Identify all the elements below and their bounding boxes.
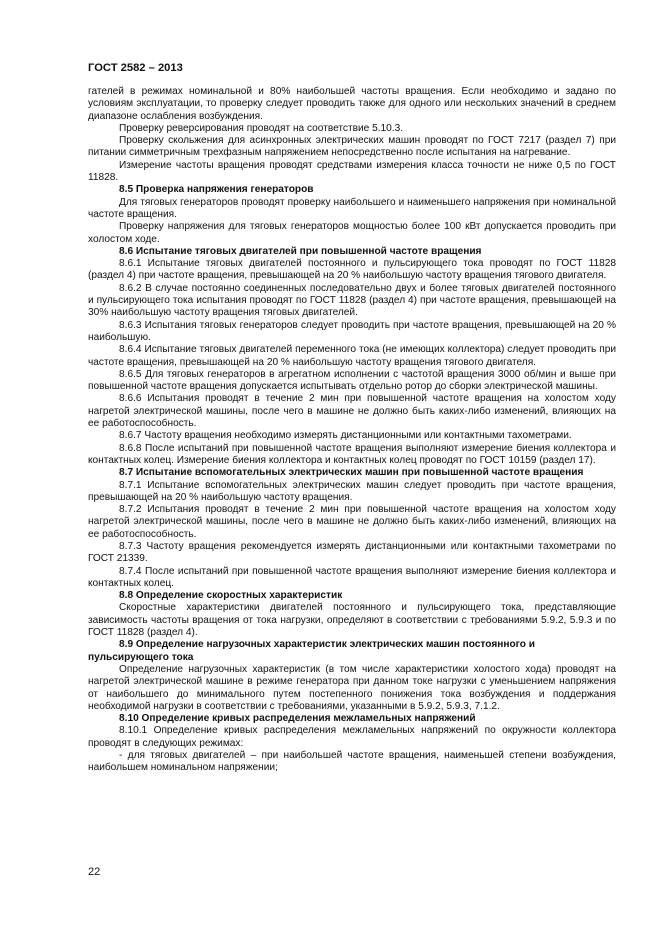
paragraph: Для тяговых генераторов проводят проверку наибольшего и наименьшего напряжения при номинальной частоте вращения.	[88, 196, 616, 220]
section-heading: 8.5 Проверка напряжения генераторов	[119, 184, 314, 196]
paragraph: - для тяговых двигателей – при наибольшей частоте вращения, наименьшей степени возбуждения, наибольшем номинальном напряжении;	[88, 750, 616, 774]
paragraph: 8.7.1 Испытание вспомогательных электрических машин следует проводить при частоте вращения, превышающей на 20 % наибольшую частоту вращения.	[88, 479, 616, 503]
paragraph: 8.6.3 Испытания тяговых генераторов следует проводить при частоте вращения, превышающей на 20 % наибольшую.	[88, 319, 616, 343]
paragraph: 8.6.5 Для тяговых генераторов в агрегатном исполнении с частотой вращения 3000 об/мин и выше при повышенной частоте вращения допускается испытывать отдельно ротор до сборки электрической машины.	[88, 368, 616, 393]
paragraph: 8.6.2 В случае постоянно соединенных последовательно двух и более тяговых двигателей постоянного и пульсирующего тока испытания проводят по ГОСТ 11828 (раздел 4) при частоте вращения, превышающей на 30% наибольшую частоту вращения тяговых двигателей.	[88, 282, 616, 319]
paragraph: 8.7.2 Испытания проводят в течение 2 мин при повышенной частоте вращения на холостом ходу нагретой электрической машины, после чего в машине не должно быть каких-либо изменений, влияющих на ее работоспособность.	[88, 504, 616, 540]
section-heading: 8.8 Определение скоростных характеристик	[119, 590, 343, 602]
paragraph: 8.6.7 Частоту вращения необходимо измерять дистанционными или контактными тахометрами.	[119, 430, 572, 442]
paragraph: 8.6.1 Испытание тяговых двигателей постоянного и пульсирующего тока проводят по ГОСТ 11828 (раздел 4) при частоте вращения, превышающей на 20 % наибольшую частоту вращения тягового двигателя.	[88, 258, 616, 282]
paragraph: 8.6.6 Испытания проводят в течение 2 мин при повышенной частоте вращения на холостом ходу нагретой электрической машины, после чего в машине не должно быть каких-либо изменений, влияющих на ее работоспособность.	[88, 393, 616, 430]
section-heading: 8.10 Определение кривых распределения межламельных напряжений	[119, 713, 476, 725]
paragraph: 8.6.8 После испытаний при повышенной частоте вращения выполняют измерение биения коллектора и контактных колец. Измерение биения коллектора и контактных колец проводят по ГОСТ 10159 (раздел 17).	[88, 442, 616, 466]
paragraph: 8.7.4 После испытаний при повышенной частоте вращения выполняют измерение биения коллектора и контактных колец.	[88, 565, 616, 589]
section-heading: 8.6 Испытание тяговых двигателей при повышенной частоте вращения	[119, 245, 482, 257]
paragraph: Определение нагрузочных характеристик (в том числе характеристики холостого хода) проводят на нагретой электрической машине в режиме генератора при данном токе нагрузки с уменьшением напряжения от наибольшего до минимального путем постепенного понижения тока возбуждения и поддержания необходимой нагрузки в соответствии с требованиями, указанными в 5.9.2, 5.9.3, 7.1.2.	[88, 663, 616, 712]
document-header: ГОСТ 2582 – 2013	[88, 62, 183, 74]
paragraph: гателей в режимах номинальной и 80% наибольшей частоты вращения. Если необходимо и задано по условиям эксплуатации, то проверку следует проводить также для одного или нескольких значений в среднем диапазоне ослабления возбуждения.	[88, 86, 616, 122]
paragraph: Проверку реверсирования проводят на соответствие 5.10.3.	[119, 122, 404, 134]
page-number: 22	[88, 866, 101, 878]
paragraph: 8.6.4 Испытание тяговых двигателей переменного тока (не имеющих коллектора) следует проводить при частоте вращения, превышающей на 20 % наибольшую частоту вращения тягового двигателя.	[88, 344, 616, 368]
section-heading: 8.9 Определение нагрузочных характеристик электрических машин постоянного и пульсирующего тока	[88, 639, 535, 663]
paragraph: 8.10.1 Определение кривых распределения межламельных напряжений по окружности коллектора проводят в следующих режимах:	[88, 725, 616, 749]
paragraph: Скоростные характеристики двигателей постоянного и пульсирующего тока, представляющие зависимость частоты вращения от тока нагрузки, определяют в соответствии с требованиями 5.9.2, 5.9.3 и по ГОСТ 11828 (раздел 4).	[88, 602, 616, 639]
section-heading: 8.7 Испытание вспомогательных электрических машин при повышенной частоте вращения	[119, 467, 584, 479]
paragraph: Измерение частоты вращения проводят средствами измерения класса точности не ниже 0,5 по ГОСТ 11828.	[88, 159, 616, 184]
document-body	[88, 86, 616, 775]
paragraph: 8.7.3 Частоту вращения рекомендуется измерять дистанционными или контактными тахометрами по ГОСТ 21339.	[88, 540, 616, 565]
paragraph: Проверку скольжения для асинхронных электрических машин проводят по ГОСТ 7217 (раздел 7) при питании симметричным трехфазным напряжением непосредственно после испытания на нагревание.	[88, 135, 616, 159]
paragraph: Проверку напряжения для тяговых генераторов мощностью более 100 кВт допускается проводить при холостом ходе.	[88, 221, 616, 245]
